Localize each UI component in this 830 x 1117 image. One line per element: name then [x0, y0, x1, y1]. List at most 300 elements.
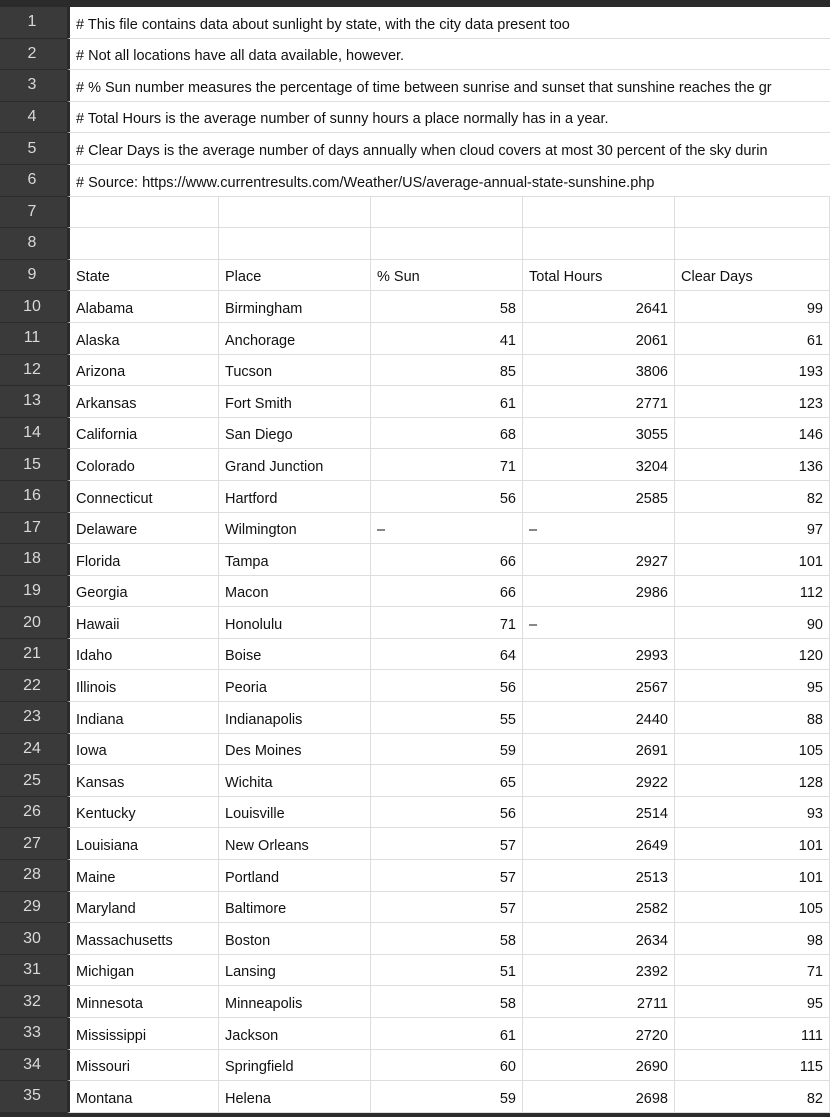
cell-value: Minneapolis — [225, 996, 303, 1012]
place-cell[interactable] — [219, 513, 371, 545]
comment-cell[interactable] — [67, 133, 830, 165]
column-header-cell[interactable] — [675, 260, 830, 292]
cell-value: Minnesota — [76, 996, 143, 1012]
cell-value: 2392 — [635, 964, 668, 981]
state-cell[interactable] — [67, 828, 219, 860]
value-cell[interactable] — [523, 544, 675, 576]
value-cell[interactable] — [371, 513, 523, 545]
cell-value: 57 — [499, 901, 516, 918]
row-header[interactable]: 18 — [0, 544, 67, 576]
cell-value: Boston — [225, 932, 271, 949]
cell-value: – — [529, 522, 538, 539]
state-cell[interactable] — [67, 860, 219, 892]
cell-value: 56 — [499, 490, 516, 507]
row-header[interactable]: 7 — [0, 197, 67, 229]
cell-value: 123 — [798, 395, 823, 412]
row-header[interactable]: 14 — [0, 418, 67, 450]
state-cell[interactable] — [67, 639, 219, 671]
empty-cell[interactable] — [675, 197, 830, 229]
comment-cell[interactable] — [67, 102, 830, 134]
row-header[interactable]: 32 — [0, 986, 67, 1018]
cell-value: Louisville — [225, 806, 285, 823]
cell-value: Clear Days — [681, 269, 753, 286]
value-cell[interactable] — [675, 449, 830, 481]
place-cell[interactable] — [219, 860, 371, 892]
value-cell[interactable] — [371, 828, 523, 860]
value-cell[interactable] — [371, 734, 523, 766]
state-cell[interactable] — [67, 1018, 219, 1050]
place-cell[interactable] — [219, 386, 371, 418]
place-cell[interactable] — [219, 639, 371, 671]
state-cell[interactable] — [67, 702, 219, 734]
state-cell[interactable] — [67, 513, 219, 545]
cell-value: 71 — [499, 458, 516, 475]
cell-value: 90 — [806, 616, 823, 633]
cell-value: 64 — [499, 648, 516, 665]
column-header-cell[interactable] — [371, 260, 523, 292]
row-header[interactable]: 6 — [0, 165, 67, 197]
cell-value: Idaho — [76, 648, 113, 665]
state-cell[interactable] — [67, 449, 219, 481]
row-header[interactable]: 8 — [0, 228, 67, 260]
state-cell[interactable] — [67, 607, 219, 639]
place-cell[interactable] — [219, 702, 371, 734]
value-cell[interactable] — [523, 355, 675, 387]
row-header[interactable]: 12 — [0, 355, 67, 387]
cell-value: 93 — [806, 806, 823, 823]
cell-value: 2582 — [635, 901, 668, 918]
cell-value: Arkansas — [76, 395, 137, 412]
cell-value: Alaska — [76, 332, 120, 349]
empty-cell[interactable] — [67, 228, 219, 260]
cell-value: 82 — [806, 490, 823, 507]
cell-value: Indianapolis — [225, 711, 303, 728]
value-cell[interactable] — [371, 860, 523, 892]
cell-value: 66 — [499, 585, 516, 602]
value-cell[interactable] — [371, 418, 523, 450]
state-cell[interactable] — [67, 291, 219, 323]
row-header[interactable]: 17 — [0, 513, 67, 545]
cell-value: – — [529, 616, 538, 633]
row-header[interactable]: 24 — [0, 734, 67, 766]
cell-value: Michigan — [76, 964, 135, 981]
cell-value: 88 — [806, 711, 823, 728]
empty-cell[interactable] — [523, 228, 675, 260]
cell-value: Tucson — [225, 364, 273, 381]
cell-value: 105 — [798, 901, 823, 918]
cell-value: Delaware — [76, 522, 138, 539]
cell-value: 105 — [798, 743, 823, 760]
cell-value: 2993 — [635, 648, 668, 665]
place-cell[interactable] — [219, 481, 371, 513]
value-cell[interactable] — [675, 1018, 830, 1050]
cell-value: Fort Smith — [225, 395, 292, 412]
cell-value: Georgia — [76, 585, 128, 602]
cell-value: 95 — [806, 680, 823, 697]
place-cell[interactable] — [219, 828, 371, 860]
cell-value: State — [76, 269, 110, 286]
value-cell[interactable] — [675, 828, 830, 860]
cell-value: Kentucky — [76, 806, 136, 823]
value-cell[interactable] — [675, 639, 830, 671]
place-cell[interactable] — [219, 418, 371, 450]
place-cell[interactable] — [219, 1050, 371, 1082]
spreadsheet-grid[interactable] — [0, 7, 830, 1113]
cell-value: 2585 — [635, 490, 668, 507]
cell-value: # Total Hours is the average number of sunny hours a place normally has in a year. — [76, 111, 609, 128]
value-cell[interactable] — [371, 1050, 523, 1082]
cell-value: 2698 — [635, 1090, 668, 1107]
value-cell[interactable] — [675, 418, 830, 450]
value-cell[interactable] — [675, 1081, 830, 1113]
value-cell[interactable] — [371, 923, 523, 955]
row-header[interactable]: 34 — [0, 1050, 67, 1082]
row-header[interactable]: 29 — [0, 892, 67, 924]
value-cell[interactable] — [371, 797, 523, 829]
value-cell[interactable] — [523, 291, 675, 323]
cell-value: Macon — [225, 585, 269, 602]
place-cell[interactable] — [219, 986, 371, 1018]
cell-value: 58 — [499, 996, 516, 1012]
row-header[interactable]: 20 — [0, 607, 67, 639]
value-cell[interactable] — [371, 323, 523, 355]
cell-value: Portland — [225, 869, 280, 886]
row-header[interactable]: 1 — [0, 7, 67, 39]
row-header[interactable]: 3 — [0, 70, 67, 102]
cell-value: Hawaii — [76, 616, 120, 633]
value-cell[interactable] — [523, 639, 675, 671]
row-header[interactable]: 5 — [0, 133, 67, 165]
cell-value: 2514 — [635, 806, 668, 823]
state-cell[interactable] — [67, 418, 219, 450]
column-header-cell[interactable] — [219, 260, 371, 292]
cell-value: 146 — [798, 427, 823, 444]
value-cell[interactable] — [675, 955, 830, 987]
cell-value: Place — [225, 269, 262, 286]
value-cell[interactable] — [371, 892, 523, 924]
cell-value: Alabama — [76, 300, 134, 317]
cell-value: Wilmington — [225, 522, 297, 539]
value-cell[interactable] — [523, 1018, 675, 1050]
column-header-cell[interactable] — [67, 260, 219, 292]
state-cell[interactable] — [67, 481, 219, 513]
cell-value: 71 — [806, 964, 823, 981]
row-header[interactable]: 31 — [0, 955, 67, 987]
cell-value: Baltimore — [225, 901, 287, 918]
cell-value: 101 — [798, 553, 823, 570]
value-cell[interactable] — [675, 986, 830, 1018]
state-cell[interactable] — [67, 923, 219, 955]
cell-value: 51 — [499, 964, 516, 981]
row-header[interactable]: 9 — [0, 260, 67, 292]
row-header[interactable]: 33 — [0, 1018, 67, 1050]
comment-cell[interactable] — [67, 165, 830, 197]
value-cell[interactable] — [371, 481, 523, 513]
value-cell[interactable] — [371, 576, 523, 608]
row-header[interactable]: 28 — [0, 860, 67, 892]
row-header[interactable]: 19 — [0, 576, 67, 608]
cell-value: Springfield — [225, 1059, 294, 1076]
cell-value: 111 — [800, 1027, 823, 1044]
cell-value: Total Hours — [529, 269, 603, 286]
row-header[interactable]: 2 — [0, 39, 67, 71]
value-cell[interactable] — [675, 892, 830, 924]
value-cell[interactable] — [675, 670, 830, 702]
value-cell[interactable] — [523, 323, 675, 355]
cell-value: 2649 — [635, 838, 668, 855]
row-header[interactable]: 15 — [0, 449, 67, 481]
cell-value: 101 — [798, 838, 823, 855]
value-cell[interactable] — [523, 449, 675, 481]
cell-value: Indiana — [76, 711, 124, 728]
state-cell[interactable] — [67, 765, 219, 797]
row-header[interactable]: 35 — [0, 1081, 67, 1113]
value-cell[interactable] — [371, 702, 523, 734]
cell-value: Hartford — [225, 490, 278, 507]
empty-cell[interactable] — [219, 197, 371, 229]
cell-value: Montana — [76, 1090, 133, 1107]
place-cell[interactable] — [219, 923, 371, 955]
place-cell[interactable] — [219, 576, 371, 608]
empty-cell[interactable] — [219, 228, 371, 260]
state-cell[interactable] — [67, 892, 219, 924]
place-cell[interactable] — [219, 323, 371, 355]
value-cell[interactable] — [523, 797, 675, 829]
value-cell[interactable] — [523, 481, 675, 513]
value-cell[interactable] — [675, 734, 830, 766]
cell-value: 59 — [499, 743, 516, 760]
cell-value: Tampa — [225, 553, 269, 570]
cell-value: 2922 — [635, 774, 668, 791]
cell-value: 61 — [499, 395, 516, 412]
value-cell[interactable] — [675, 923, 830, 955]
value-cell[interactable] — [371, 291, 523, 323]
cell-value: 60 — [499, 1059, 516, 1076]
cell-value: 85 — [499, 364, 516, 381]
value-cell[interactable] — [371, 955, 523, 987]
place-cell[interactable] — [219, 355, 371, 387]
value-cell[interactable] — [523, 607, 675, 639]
row-header[interactable]: 26 — [0, 797, 67, 829]
cell-value: 61 — [499, 1027, 516, 1044]
value-cell[interactable] — [675, 607, 830, 639]
cell-value: Illinois — [76, 680, 117, 697]
cell-value: 2061 — [635, 332, 668, 349]
cell-value: # This file contains data about sunlight by state, with the city data present too — [76, 16, 570, 33]
value-cell[interactable] — [371, 670, 523, 702]
place-cell[interactable] — [219, 449, 371, 481]
cell-value: Florida — [76, 553, 121, 570]
row-header[interactable]: 22 — [0, 670, 67, 702]
value-cell[interactable] — [675, 576, 830, 608]
empty-cell[interactable] — [371, 197, 523, 229]
value-cell[interactable] — [371, 386, 523, 418]
cell-value: 2927 — [635, 553, 668, 570]
place-cell[interactable] — [219, 765, 371, 797]
value-cell[interactable] — [675, 765, 830, 797]
comment-cell[interactable] — [67, 7, 830, 39]
value-cell[interactable] — [523, 923, 675, 955]
cell-value: 57 — [499, 838, 516, 855]
empty-cell[interactable] — [523, 197, 675, 229]
value-cell[interactable] — [523, 828, 675, 860]
value-cell[interactable] — [675, 860, 830, 892]
cell-value: 66 — [499, 553, 516, 570]
cell-value: 2771 — [635, 395, 668, 412]
value-cell[interactable] — [675, 291, 830, 323]
cell-value: 136 — [798, 458, 823, 475]
cell-value: Boise — [225, 648, 262, 665]
cell-value: 2711 — [636, 996, 668, 1012]
value-cell[interactable] — [523, 734, 675, 766]
value-cell[interactable] — [675, 323, 830, 355]
row-header[interactable]: 21 — [0, 639, 67, 671]
cell-value: 2513 — [635, 869, 668, 886]
cell-value: Mississippi — [76, 1027, 147, 1044]
cell-value: 41 — [499, 332, 516, 349]
cell-value: 2690 — [635, 1059, 668, 1076]
row-header[interactable]: 10 — [0, 291, 67, 323]
cell-value: California — [76, 427, 138, 444]
value-cell[interactable] — [523, 860, 675, 892]
place-cell[interactable] — [219, 1081, 371, 1113]
cell-value: 2986 — [635, 585, 668, 602]
row-header[interactable]: 23 — [0, 702, 67, 734]
value-cell[interactable] — [675, 513, 830, 545]
value-cell[interactable] — [523, 513, 675, 545]
value-cell[interactable] — [675, 355, 830, 387]
state-cell[interactable] — [67, 986, 219, 1018]
value-cell[interactable] — [371, 355, 523, 387]
state-cell[interactable] — [67, 1050, 219, 1082]
cell-value: 58 — [499, 300, 516, 317]
value-cell[interactable] — [675, 702, 830, 734]
value-cell[interactable] — [675, 544, 830, 576]
row-header[interactable]: 16 — [0, 481, 67, 513]
empty-cell[interactable] — [67, 197, 219, 229]
cell-value: 68 — [499, 427, 516, 444]
cell-value: 120 — [798, 648, 823, 665]
place-cell[interactable] — [219, 734, 371, 766]
cell-value: Anchorage — [225, 332, 296, 349]
value-cell[interactable] — [675, 797, 830, 829]
value-cell[interactable] — [371, 1081, 523, 1113]
state-cell[interactable] — [67, 355, 219, 387]
value-cell[interactable] — [371, 1018, 523, 1050]
cell-value: # Clear Days is the average number of days annually when cloud covers at most 30 percent of the sky durin — [76, 142, 768, 159]
value-cell[interactable] — [371, 986, 523, 1018]
place-cell[interactable] — [219, 955, 371, 987]
value-cell[interactable] — [371, 607, 523, 639]
value-cell[interactable] — [523, 892, 675, 924]
cell-value: 56 — [499, 680, 516, 697]
value-cell[interactable] — [371, 449, 523, 481]
row-header[interactable]: 27 — [0, 828, 67, 860]
value-cell[interactable] — [371, 765, 523, 797]
cell-value: # Source: https://www.currentresults.com/Weather/US/average-annual-state-sunshine.php — [76, 174, 655, 191]
place-cell[interactable] — [219, 670, 371, 702]
cell-value: 3806 — [635, 364, 668, 381]
value-cell[interactable] — [523, 702, 675, 734]
state-cell[interactable] — [67, 323, 219, 355]
value-cell[interactable] — [523, 955, 675, 987]
state-cell[interactable] — [67, 797, 219, 829]
cell-value: 101 — [798, 869, 823, 886]
value-cell[interactable] — [523, 1050, 675, 1082]
cell-value: Colorado — [76, 458, 135, 475]
cell-value: Massachusetts — [76, 932, 173, 949]
state-cell[interactable] — [67, 1081, 219, 1113]
cell-value: 58 — [499, 932, 516, 949]
cell-value: 2634 — [635, 932, 668, 949]
value-cell[interactable] — [523, 986, 675, 1018]
place-cell[interactable] — [219, 1018, 371, 1050]
comment-cell[interactable] — [67, 70, 830, 102]
row-header[interactable]: 4 — [0, 102, 67, 134]
cell-value: 65 — [499, 774, 516, 791]
cell-value: 82 — [806, 1090, 823, 1107]
place-cell[interactable] — [219, 892, 371, 924]
place-cell[interactable] — [219, 607, 371, 639]
cell-value: 3055 — [635, 427, 668, 444]
cell-value: 128 — [798, 774, 823, 791]
cell-value: Wichita — [225, 774, 273, 791]
state-cell[interactable] — [67, 576, 219, 608]
cell-value: 2720 — [635, 1027, 668, 1044]
place-cell[interactable] — [219, 291, 371, 323]
empty-cell[interactable] — [675, 228, 830, 260]
state-cell[interactable] — [67, 544, 219, 576]
state-cell[interactable] — [67, 670, 219, 702]
cell-value: Kansas — [76, 774, 125, 791]
row-header[interactable]: 13 — [0, 386, 67, 418]
row-header[interactable]: 11 — [0, 323, 67, 355]
cell-value: Louisiana — [76, 838, 139, 855]
value-cell[interactable] — [523, 765, 675, 797]
cell-value: New Orleans — [225, 838, 309, 855]
cell-value: Lansing — [225, 964, 276, 981]
value-cell[interactable] — [523, 576, 675, 608]
place-cell[interactable] — [219, 797, 371, 829]
state-cell[interactable] — [67, 955, 219, 987]
cell-value: 98 — [806, 932, 823, 949]
place-cell[interactable] — [219, 544, 371, 576]
state-cell[interactable] — [67, 386, 219, 418]
column-header-cell[interactable] — [523, 260, 675, 292]
value-cell[interactable] — [675, 1050, 830, 1082]
value-cell[interactable] — [675, 386, 830, 418]
value-cell[interactable] — [523, 1081, 675, 1113]
cell-value: 71 — [499, 616, 516, 633]
cell-value: Honolulu — [225, 616, 283, 633]
state-cell[interactable] — [67, 734, 219, 766]
value-cell[interactable] — [371, 639, 523, 671]
value-cell[interactable] — [523, 418, 675, 450]
row-header[interactable]: 30 — [0, 923, 67, 955]
cell-value: % Sun — [377, 269, 420, 286]
cell-value: 193 — [798, 364, 823, 381]
cell-value: Iowa — [76, 743, 107, 760]
value-cell[interactable] — [371, 544, 523, 576]
row-header[interactable]: 25 — [0, 765, 67, 797]
value-cell[interactable] — [675, 481, 830, 513]
comment-cell[interactable] — [67, 39, 830, 71]
value-cell[interactable] — [523, 670, 675, 702]
cell-value: 3204 — [635, 458, 668, 475]
value-cell[interactable] — [523, 386, 675, 418]
cell-value: 99 — [806, 300, 823, 317]
empty-cell[interactable] — [371, 228, 523, 260]
